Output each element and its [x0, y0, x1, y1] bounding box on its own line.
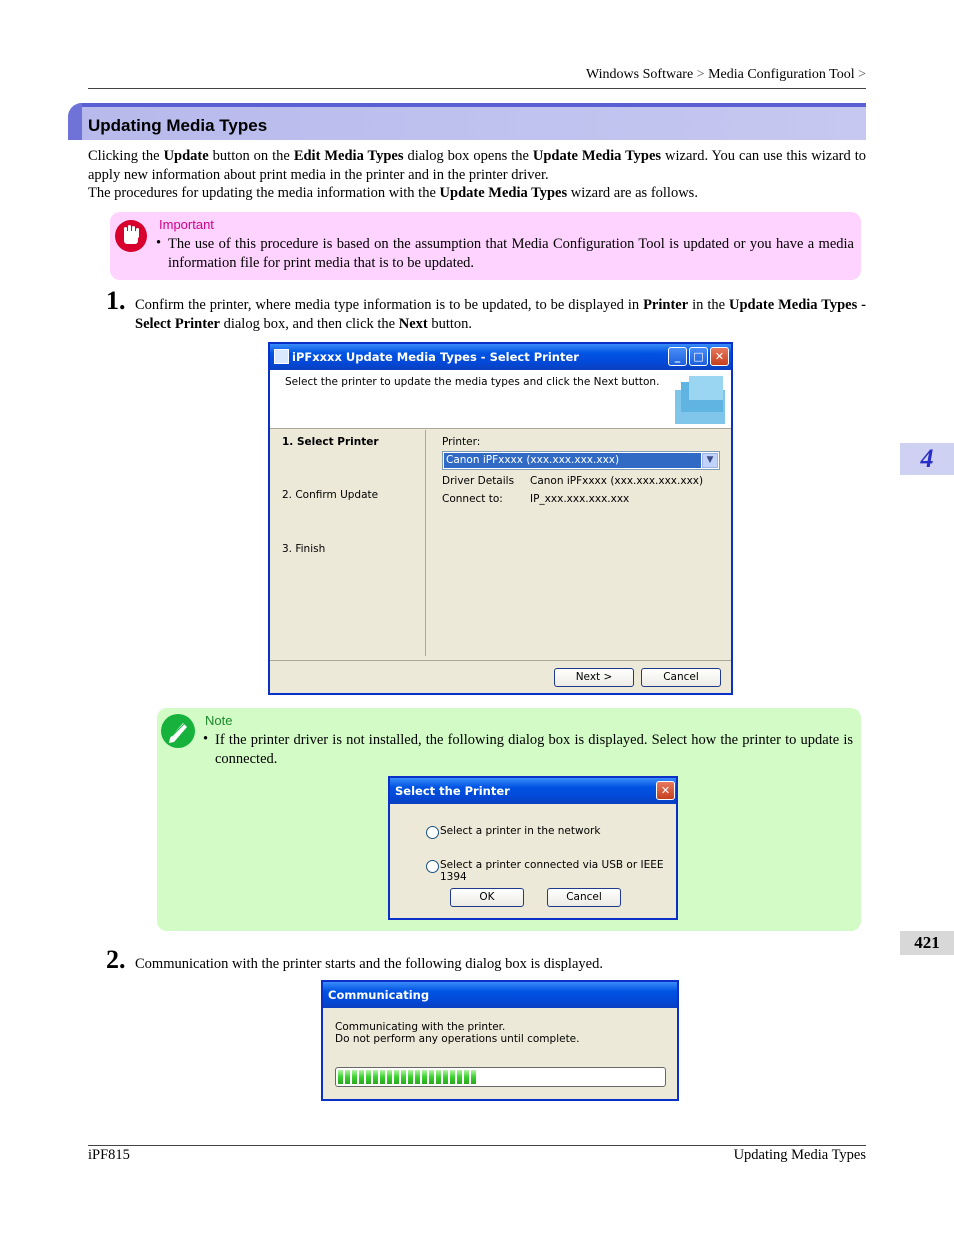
instruction-text: Select the printer to update the media types and click the Next button.: [285, 376, 660, 388]
progress-segment: [401, 1070, 406, 1084]
intro-paragraph-2: [88, 184, 866, 203]
progress-segment: [366, 1070, 371, 1084]
ui-term: Update: [163, 148, 209, 164]
chapter-number: 4: [920, 444, 934, 473]
printer-select[interactable]: [442, 451, 720, 470]
breadcrumb-separator: >: [696, 67, 705, 82]
progress-segment: [352, 1070, 357, 1084]
progress-segment: [394, 1070, 399, 1084]
progress-fill: [338, 1070, 476, 1084]
footer-section: Updating Media Types: [733, 1147, 866, 1163]
wizard-step: 2. Confirm Update: [282, 489, 379, 501]
progress-segment: [345, 1070, 350, 1084]
status-text: Do not perform any operations until complete.: [335, 1033, 580, 1045]
text: in the: [688, 297, 730, 313]
app-icon: [274, 349, 289, 364]
footer-model: iPF815: [88, 1147, 130, 1163]
step-1-text: [135, 296, 866, 333]
ui-term: Update Media Types: [532, 148, 662, 164]
printer-selected-value: Canon iPFxxxx (xxx.xxx.xxx.xxx): [444, 453, 701, 468]
maximize-icon[interactable]: □: [689, 347, 708, 366]
select-the-printer-dialog: [388, 776, 678, 920]
wizard-step: 3. Finish: [282, 543, 326, 555]
close-icon[interactable]: ✕: [656, 781, 675, 800]
dialog-titlebar[interactable]: [270, 344, 731, 370]
text: button on the: [208, 148, 294, 164]
connect-to-label: Connect to:: [442, 493, 503, 505]
section-title: Updating Media Types: [88, 116, 268, 135]
bullet: •: [156, 235, 162, 251]
wizard-banner: [270, 370, 731, 429]
ui-term: Update Media Types: [439, 185, 568, 201]
chapter-tab[interactable]: [900, 443, 954, 475]
pencil-icon: [161, 714, 195, 748]
status-text: Communicating with the printer.: [335, 1021, 506, 1033]
text: wizard. You can use this wizard to apply new information about print media in the printer and in the printer driver.: [88, 148, 866, 183]
divider: [270, 660, 731, 661]
ui-term: Edit Media Types: [293, 148, 404, 164]
page-number-tab: [900, 931, 954, 955]
breadcrumb-item[interactable]: Media Configuration Tool: [708, 67, 855, 82]
progress-segment: [373, 1070, 378, 1084]
text: The procedures for updating the media information with the: [88, 185, 440, 201]
breadcrumb-item[interactable]: Windows Software: [586, 67, 694, 82]
breadcrumb: [586, 67, 866, 83]
progress-segment: [450, 1070, 455, 1084]
close-icon[interactable]: ✕: [710, 347, 729, 366]
media-stack-icon: [671, 372, 729, 426]
dialog-title: Communicating: [328, 988, 430, 1002]
wizard-step-current: 1. Select Printer: [282, 436, 379, 448]
dialog-title: iPFxxxx Update Media Types - Select Printer: [292, 350, 579, 364]
section-header: [68, 103, 866, 140]
printer-label: Printer:: [442, 436, 481, 448]
progress-segment: [387, 1070, 392, 1084]
page-number: 421: [914, 933, 940, 952]
ui-term: Next: [398, 315, 428, 332]
text: button.: [427, 315, 473, 332]
cancel-button[interactable]: Cancel: [641, 668, 721, 687]
section-header-tab: [68, 103, 82, 140]
text: dialog box opens the: [403, 148, 533, 164]
driver-details-label: Driver Details: [442, 475, 515, 487]
stop-hand-icon: [115, 220, 147, 252]
next-button[interactable]: Next >: [554, 668, 634, 687]
vertical-divider: [425, 430, 426, 656]
step-number: 1.: [106, 286, 126, 315]
text: dialog box, and then click the: [219, 315, 399, 332]
progress-segment: [471, 1070, 476, 1084]
intro-paragraph: [88, 147, 866, 184]
dialog-title: Select the Printer: [395, 784, 510, 798]
note-text: If the printer driver is not installed, the following dialog box is displayed. Select how the printer to update is connected.: [215, 732, 853, 767]
text: Confirm the printer, where media type information is to be updated, to be displayed in: [135, 297, 644, 313]
text: wizard are as follows.: [567, 185, 698, 201]
progress-bar: [335, 1067, 666, 1087]
radio-network[interactable]: [426, 826, 439, 839]
progress-segment: [436, 1070, 441, 1084]
progress-segment: [380, 1070, 385, 1084]
ui-term: Printer: [643, 297, 689, 313]
progress-segment: [359, 1070, 364, 1084]
progress-segment: [338, 1070, 343, 1084]
communicating-dialog: [321, 980, 679, 1101]
progress-segment: [457, 1070, 462, 1084]
progress-segment: [422, 1070, 427, 1084]
progress-segment: [408, 1070, 413, 1084]
connect-to-value: IP_xxx.xxx.xxx.xxx: [530, 493, 630, 505]
radio-usb[interactable]: [426, 860, 439, 873]
dialog-titlebar[interactable]: [323, 982, 677, 1008]
minimize-icon[interactable]: _: [668, 347, 687, 366]
progress-segment: [464, 1070, 469, 1084]
important-text: The use of this procedure is based on the assumption that Media Configuration Tool is updated or you have a media information file for print media that is to be updated.: [168, 236, 854, 271]
option-usb-label[interactable]: Select a printer connected via USB or IEEE 1394: [440, 859, 664, 883]
breadcrumb-separator: >: [858, 67, 866, 82]
text: Clicking the: [88, 148, 164, 164]
driver-details-value: Canon iPFxxxx (xxx.xxx.xxx.xxx): [530, 475, 704, 487]
cancel-button[interactable]: Cancel: [547, 888, 621, 907]
footer-divider: [88, 1145, 866, 1146]
progress-segment: [443, 1070, 448, 1084]
step-2-text: Communication with the printer starts and the following dialog box is displayed.: [135, 956, 603, 972]
ui-term: Update Media Types - Select Printer: [135, 297, 867, 332]
header-divider: [88, 88, 866, 89]
bullet: •: [203, 731, 209, 747]
progress-segment: [415, 1070, 420, 1084]
ok-button[interactable]: OK: [450, 888, 524, 907]
note-label: Note: [205, 713, 233, 728]
important-label: Important: [159, 217, 214, 232]
progress-segment: [429, 1070, 434, 1084]
chevron-down-icon[interactable]: ▼: [702, 453, 718, 468]
dialog-titlebar[interactable]: [390, 778, 676, 804]
step-number: 2.: [106, 945, 126, 974]
select-printer-dialog: [268, 342, 733, 695]
option-network-label[interactable]: Select a printer in the network: [440, 825, 601, 837]
